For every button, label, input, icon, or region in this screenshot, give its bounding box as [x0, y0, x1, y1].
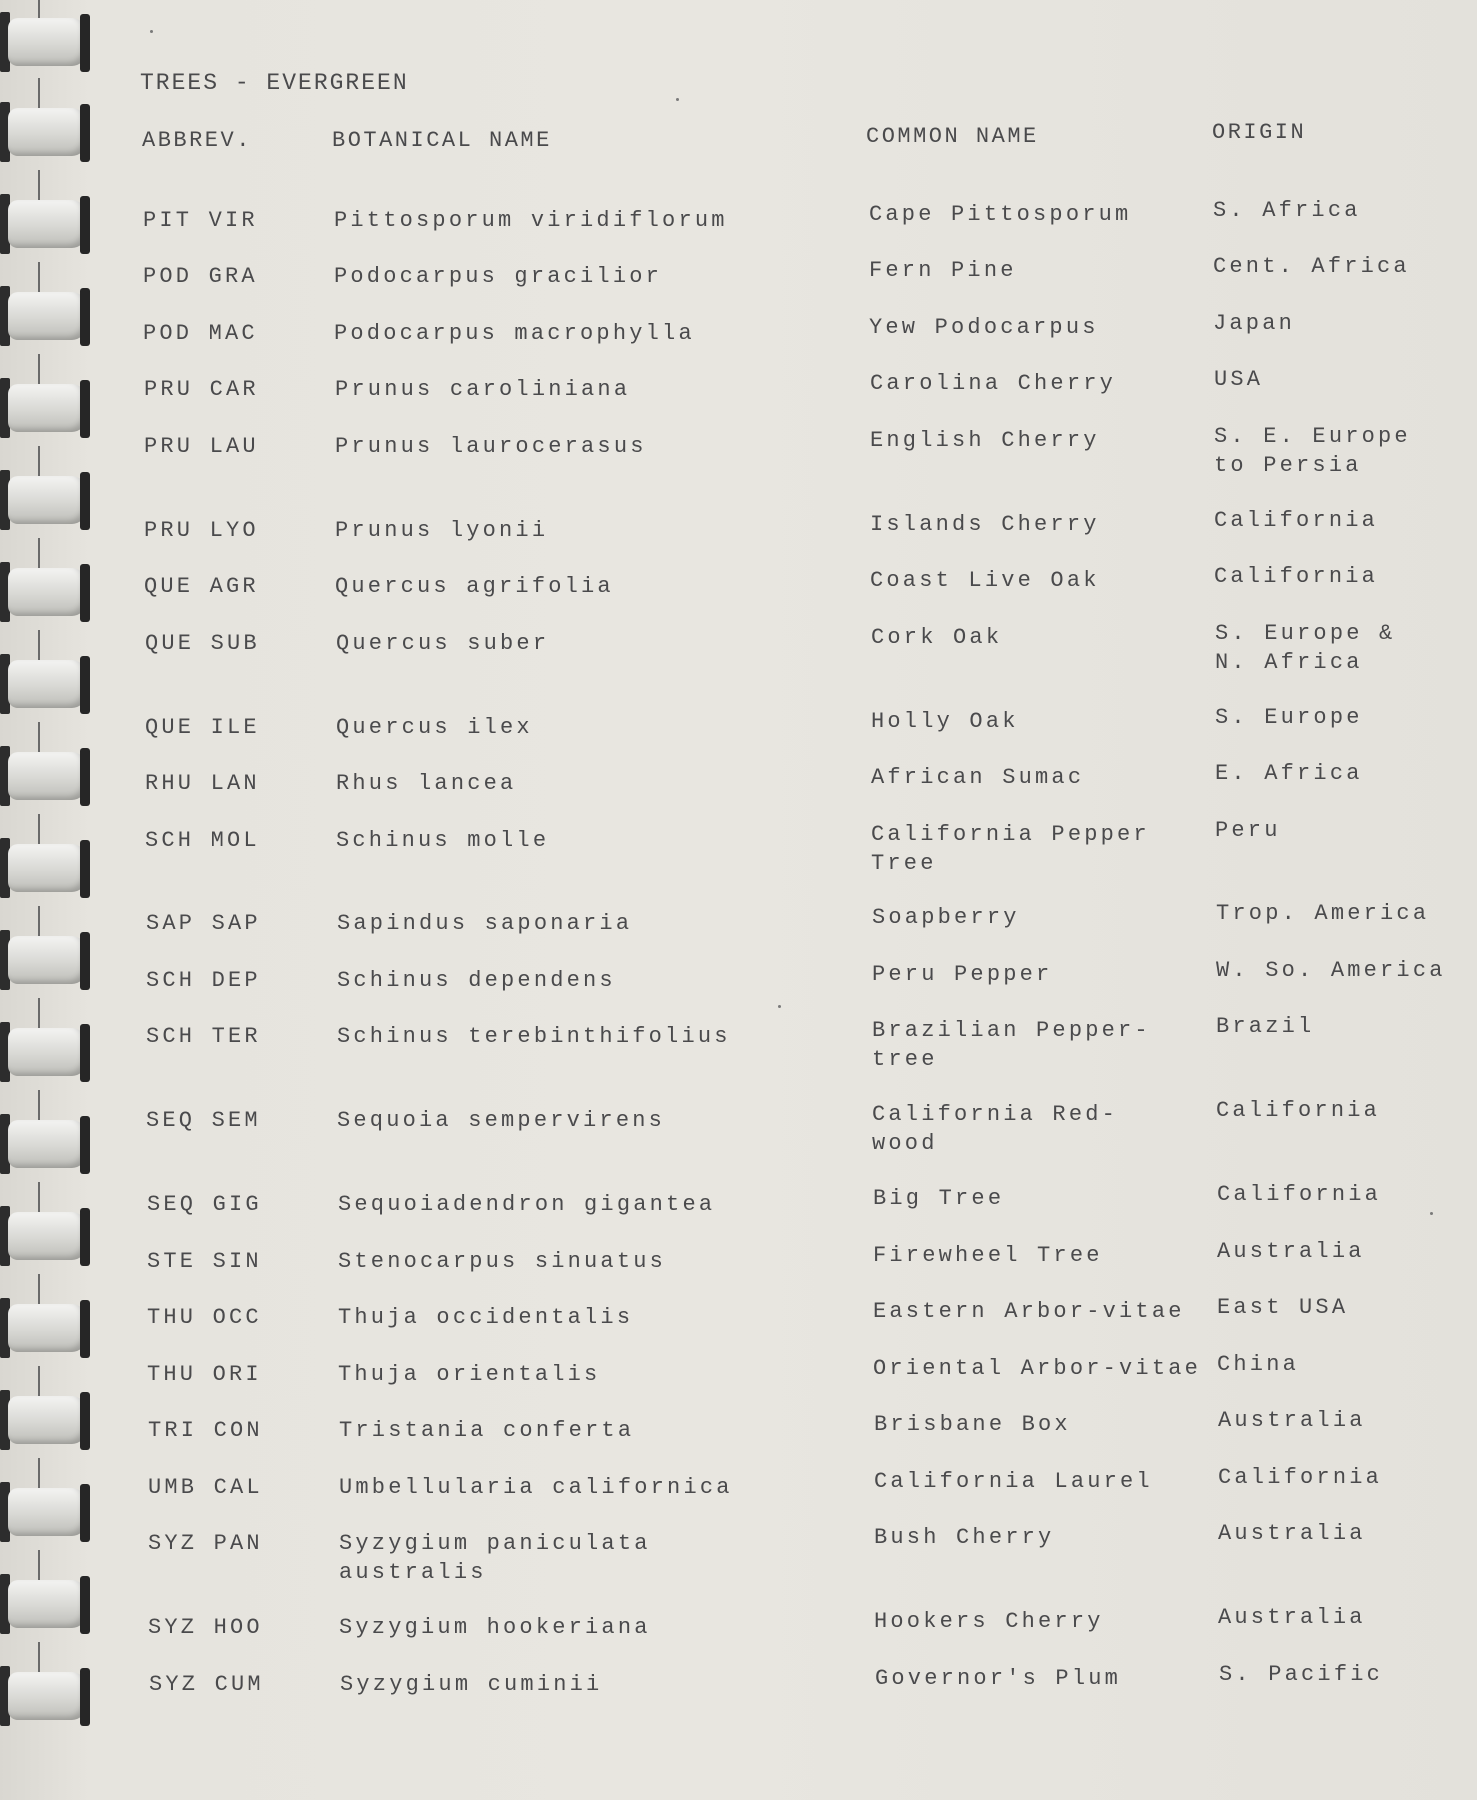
binding-coil — [0, 376, 92, 440]
binding-coil — [0, 1664, 92, 1728]
cell-botanical-name: Podocarpus gracilior — [334, 264, 663, 289]
cell-origin: E. Africa — [1215, 761, 1363, 786]
cell-origin: S. E. Europe to Persia — [1214, 424, 1411, 478]
cell-origin: Japan — [1213, 311, 1296, 336]
binding-coil — [0, 468, 92, 532]
cell-origin: S. Europe — [1215, 705, 1363, 730]
cell-botanical-name: Sequoiadendron gigantea — [338, 1192, 716, 1217]
cell-origin: Australia — [1218, 1408, 1366, 1433]
binding-coil — [0, 1480, 92, 1544]
cell-common-name: Coast Live Oak — [870, 568, 1100, 593]
cell-origin: Australia — [1218, 1605, 1366, 1630]
cell-abbrev: PRU LYO — [144, 518, 259, 543]
cell-common-name: Hookers Cherry — [874, 1609, 1104, 1634]
cell-botanical-name: Quercus ilex — [336, 715, 533, 740]
cell-abbrev: SCH TER — [146, 1024, 261, 1049]
cell-origin: W. So. America — [1216, 958, 1446, 983]
cell-botanical-name: Quercus agrifolia — [335, 574, 614, 599]
cell-common-name: California Pepper Tree — [871, 822, 1150, 876]
cell-origin: California — [1216, 1098, 1381, 1123]
cell-common-name: Fern Pine — [869, 258, 1017, 283]
header-origin: ORIGIN — [1212, 120, 1307, 145]
cell-abbrev: SAP SAP — [146, 911, 261, 936]
cell-botanical-name: Prunus laurocerasus — [335, 434, 647, 459]
cell-abbrev: POD MAC — [143, 321, 258, 346]
spiral-binding — [0, 0, 110, 1800]
cell-botanical-name: Pittosporum viridiflorum — [334, 208, 728, 233]
cell-common-name: Islands Cherry — [870, 512, 1100, 537]
cell-common-name: Yew Podocarpus — [869, 315, 1099, 340]
cell-abbrev: SYZ CUM — [149, 1672, 264, 1697]
cell-origin: East USA — [1217, 1295, 1349, 1320]
cell-common-name: Big Tree — [873, 1186, 1005, 1211]
cell-common-name: Governor's Plum — [875, 1666, 1122, 1691]
cell-abbrev: UMB CAL — [148, 1475, 263, 1500]
cell-botanical-name: Schinus molle — [336, 828, 550, 853]
cell-botanical-name: Schinus dependens — [337, 968, 616, 993]
binding-coil — [0, 10, 92, 74]
cell-origin: S. Europe & N. Africa — [1215, 621, 1396, 675]
cell-common-name: Cape Pittosporum — [869, 202, 1132, 227]
binding-coil — [0, 1296, 92, 1360]
binding-coil — [0, 1020, 92, 1084]
cell-abbrev: QUE SUB — [145, 631, 260, 656]
binding-coil — [0, 560, 92, 624]
cell-abbrev: SYZ HOO — [148, 1615, 263, 1640]
cell-abbrev: THU OCC — [147, 1305, 262, 1330]
cell-botanical-name: Prunus lyonii — [335, 518, 549, 543]
cell-origin: S. Pacific — [1219, 1662, 1384, 1687]
cell-abbrev: STE SIN — [147, 1249, 262, 1274]
cell-abbrev: SYZ PAN — [148, 1531, 263, 1556]
cell-common-name: Firewheel Tree — [873, 1243, 1103, 1268]
paper-speck — [150, 30, 153, 33]
cell-common-name: Brazilian Pepper- tree — [872, 1018, 1151, 1072]
cell-botanical-name: Tristania conferta — [339, 1418, 635, 1443]
cell-common-name: California Red- wood — [872, 1102, 1119, 1156]
cell-botanical-name: Umbellularia californica — [339, 1475, 733, 1500]
cell-common-name: Eastern Arbor-vitae — [873, 1299, 1185, 1324]
cell-abbrev: THU ORI — [147, 1362, 262, 1387]
cell-origin: Trop. America — [1216, 901, 1430, 926]
cell-common-name: African Sumac — [871, 765, 1085, 790]
cell-abbrev: PRU LAU — [144, 434, 259, 459]
cell-botanical-name: Syzygium cuminii — [340, 1672, 603, 1697]
binding-coil — [0, 836, 92, 900]
paper-speck — [778, 1005, 781, 1008]
binding-coil — [0, 1204, 92, 1268]
binding-coil — [0, 1572, 92, 1636]
cell-abbrev: TRI CON — [148, 1418, 263, 1443]
cell-botanical-name: Rhus lancea — [336, 771, 517, 796]
cell-abbrev: QUE ILE — [145, 715, 260, 740]
cell-origin: California — [1218, 1465, 1383, 1490]
cell-abbrev: PIT VIR — [143, 208, 258, 233]
binding-coil — [0, 100, 92, 164]
binding-coil — [0, 652, 92, 716]
cell-origin: Australia — [1218, 1521, 1366, 1546]
cell-common-name: Carolina Cherry — [870, 371, 1117, 396]
cell-abbrev: QUE AGR — [144, 574, 259, 599]
cell-botanical-name: Podocarpus macrophylla — [334, 321, 695, 346]
header-common-name: COMMON NAME — [866, 124, 1039, 149]
cell-botanical-name: Quercus suber — [336, 631, 550, 656]
binding-coil — [0, 1112, 92, 1176]
cell-origin: California — [1214, 508, 1379, 533]
cell-common-name: Bush Cherry — [874, 1525, 1055, 1550]
binding-coil — [0, 284, 92, 348]
cell-botanical-name: Prunus caroliniana — [335, 377, 631, 402]
cell-botanical-name: Syzygium paniculata australis — [339, 1531, 651, 1585]
cell-abbrev: POD GRA — [143, 264, 258, 289]
binding-coil — [0, 1388, 92, 1452]
header-abbrev: ABBREV. — [142, 128, 252, 153]
header-botanical-name: BOTANICAL NAME — [332, 128, 552, 153]
binding-coil — [0, 744, 92, 808]
cell-common-name: Holly Oak — [871, 709, 1019, 734]
cell-origin: Australia — [1217, 1239, 1365, 1264]
cell-botanical-name: Schinus terebinthifolius — [337, 1024, 731, 1049]
cell-botanical-name: Sequoia sempervirens — [337, 1108, 666, 1133]
cell-common-name: Oriental Arbor-vitae — [873, 1356, 1202, 1381]
cell-common-name: Peru Pepper — [872, 962, 1053, 987]
binding-coil — [0, 928, 92, 992]
cell-botanical-name: Syzygium hookeriana — [339, 1615, 651, 1640]
paper-speck — [1430, 1212, 1433, 1215]
cell-botanical-name: Stenocarpus sinuatus — [338, 1249, 667, 1274]
cell-abbrev: SEQ GIG — [147, 1192, 262, 1217]
cell-common-name: English Cherry — [870, 428, 1100, 453]
cell-common-name: Brisbane Box — [874, 1412, 1071, 1437]
cell-origin: California — [1217, 1182, 1382, 1207]
cell-abbrev: SCH MOL — [145, 828, 260, 853]
cell-abbrev: PRU CAR — [144, 377, 259, 402]
cell-abbrev: SEQ SEM — [146, 1108, 261, 1133]
cell-common-name: California Laurel — [874, 1469, 1153, 1494]
cell-common-name: Soapberry — [872, 905, 1020, 930]
cell-origin: Cent. Africa — [1213, 254, 1410, 279]
page-title: TREES - EVERGREEN — [140, 70, 409, 96]
cell-origin: China — [1217, 1352, 1300, 1377]
cell-origin: USA — [1214, 367, 1264, 392]
cell-origin: California — [1214, 564, 1379, 589]
cell-origin: S. Africa — [1213, 198, 1361, 223]
cell-origin: Brazil — [1216, 1014, 1315, 1039]
cell-botanical-name: Sapindus saponaria — [337, 911, 633, 936]
cell-botanical-name: Thuja occidentalis — [338, 1305, 634, 1330]
binding-coil — [0, 192, 92, 256]
cell-origin: Peru — [1215, 818, 1281, 843]
cell-botanical-name: Thuja orientalis — [338, 1362, 601, 1387]
cell-abbrev: SCH DEP — [146, 968, 261, 993]
cell-abbrev: RHU LAN — [145, 771, 260, 796]
paper-speck — [676, 98, 679, 101]
cell-common-name: Cork Oak — [871, 625, 1003, 650]
